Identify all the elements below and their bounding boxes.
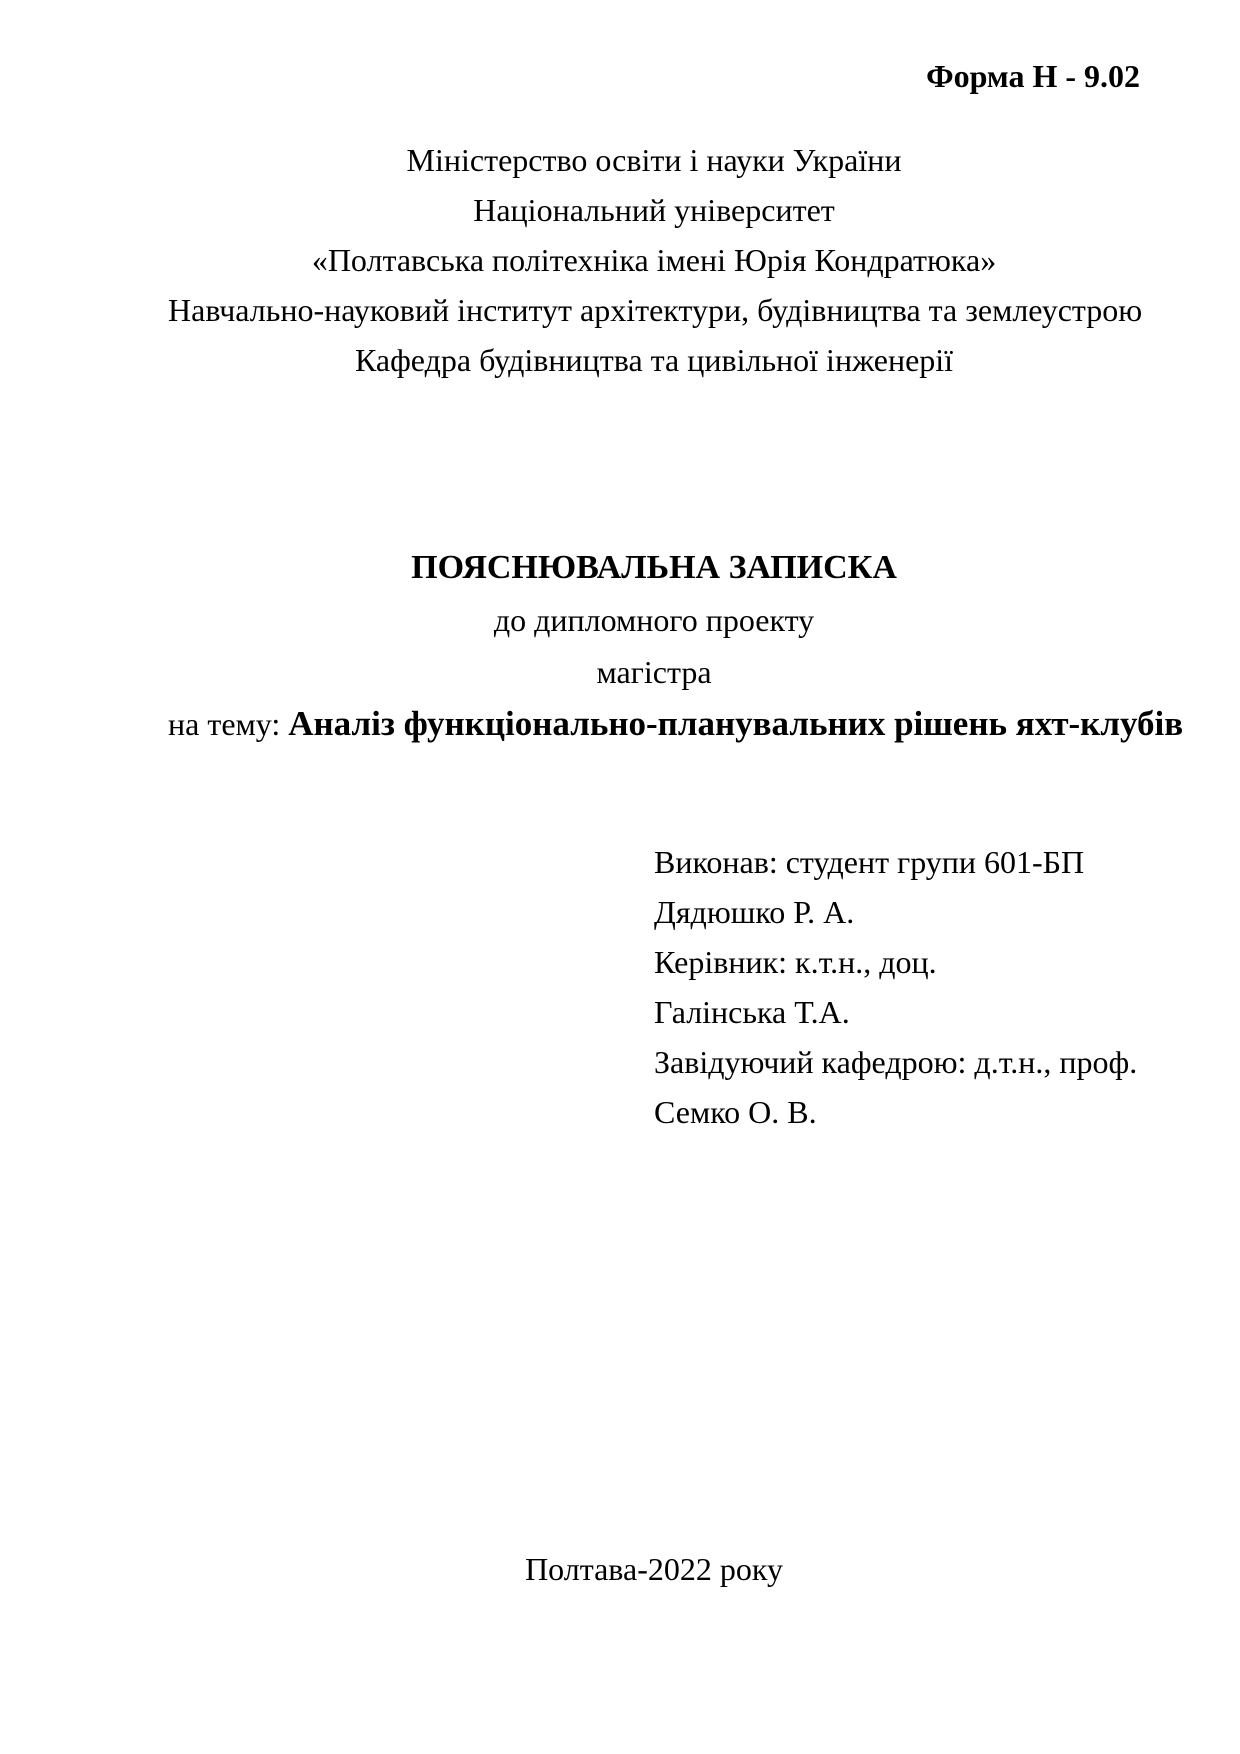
head-name-line: Семко О. В. — [654, 1094, 817, 1130]
project-subtitle: до дипломного проекту — [493, 602, 815, 638]
text-block — [168, 0, 1184, 1754]
head-of-department-line: Завідуючий кафедрою: д.т.н., проф. — [654, 1044, 1138, 1080]
executor-name-line: Дядюшко Р. А. — [654, 894, 855, 930]
title-block — [168, 542, 1184, 750]
form-number-label: Форма Н - 9.02 — [926, 58, 1140, 94]
document-title: ПОЯСНЮВАЛЬНА ЗАПИСКА — [411, 549, 897, 586]
topic-line — [168, 698, 1184, 750]
university-name-line: «Полтавська політехніка імені Юрія Кондратюка» — [311, 242, 997, 278]
degree-subtitle: магістра — [596, 654, 712, 690]
place-year-label: Полтава-2022 року — [525, 1551, 783, 1587]
supervisor-name-line: Галінська Т.А. — [654, 994, 850, 1030]
signature-block — [654, 837, 1137, 1137]
department-line: Кафедра будівництва та цивільної інженерії — [354, 342, 954, 378]
university-header — [168, 135, 1143, 385]
university-line: Національний університет — [473, 192, 835, 228]
ministry-line: Міністерство освіти і науки України — [406, 142, 902, 178]
executor-line: Виконав: студент групи 601-БП — [654, 844, 1085, 880]
supervisor-line: Керівник: к.т.н., доц. — [654, 944, 937, 980]
institute-line: Навчально-науковий інститут архітектури, будівництва та землеустрою — [168, 292, 1143, 328]
topic-title: Аналіз функціонально-планувальних рішень яхт-клубів — [288, 704, 1184, 743]
topic-prefix-label: на тему: — [168, 706, 289, 742]
